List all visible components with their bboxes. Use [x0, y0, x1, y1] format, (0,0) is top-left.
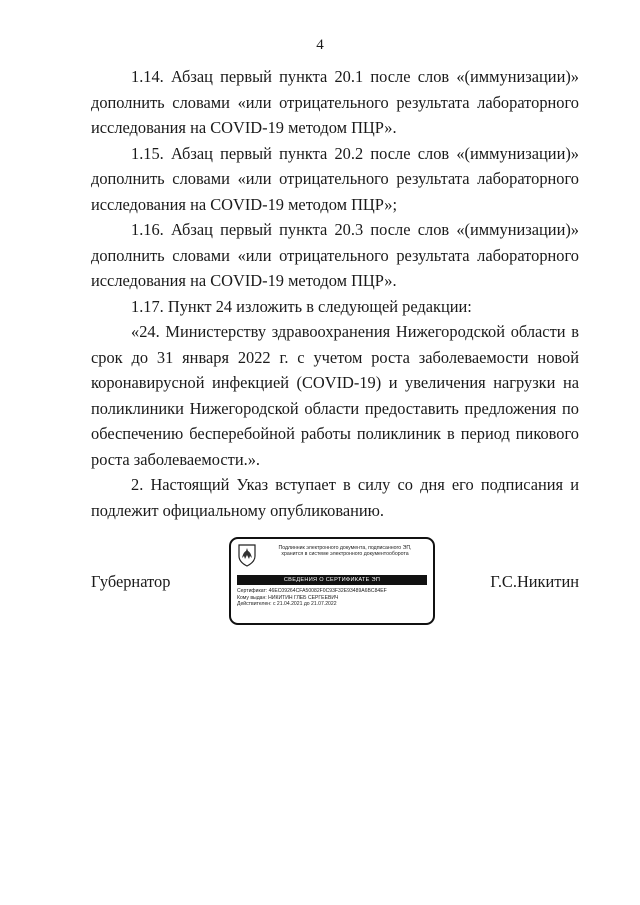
signatory-position: Губернатор — [91, 572, 171, 591]
paragraph-24-text: «24. Министерству здравоохранения Нижегородской области в срок до 31 января 2022 г. с учетом роста заболеваемости новой коронавирусной инфекцией (COVID-19) и увеличения нагрузки на поликлиники Нижегородской области предоставить предложения по обеспечению бесперебойной работы поликлиник в период пикового роста заболеваемости.». — [91, 322, 579, 469]
stamp-title: СВЕДЕНИЯ О СЕРТИФИКАТЕ ЭП — [237, 575, 427, 585]
stamp-header-line1: Подлинник электронного документа, подписанного ЭП, — [278, 545, 412, 551]
paragraph-1-14: 1.14. Абзац первый пункта 20.1 после слов «(иммунизации)» дополнить словами «или отрицательного результата лабораторного исследования на COVID-19 методом ПЦР». — [91, 67, 579, 137]
paragraph-1-16: 1.16. Абзац первый пункта 20.3 после слов «(иммунизации)» дополнить словами «или отрицательного результата лабораторного исследования на COVID-19 методом ПЦР». — [91, 220, 579, 290]
paragraph-2: 2. Настоящий Указ вступает в силу со дня его подписания и подлежит официальному опубликованию. — [91, 475, 579, 520]
coat-of-arms-icon — [237, 543, 257, 567]
paragraph-1-15: 1.15. Абзац первый пункта 20.2 после слов «(иммунизации)» дополнить словами «или отрицательного результата лабораторного исследования на COVID-19 методом ПЦР»; — [91, 143, 579, 214]
electronic-signature-stamp — [229, 537, 435, 625]
stamp-header-line2: хранится в системе электронного документооборота — [281, 551, 409, 558]
stamp-header — [261, 545, 429, 558]
stamp-certificate: Сертификат: 46EC09264CFA50082F0C93F32E93489A6BC84EF — [237, 588, 387, 594]
paragraph-1-17: 1.17. Пункт 24 изложить в следующей редакции: — [131, 296, 472, 316]
document-body — [91, 64, 579, 523]
page-number: 4 — [316, 37, 324, 53]
stamp-issued-to: Кому выдан: НИКИТИН ГЛЕБ СЕРГЕЕВИЧ — [237, 594, 339, 601]
signatory-name: Г.С.Никитин — [490, 572, 579, 591]
stamp-info — [237, 588, 429, 608]
stamp-valid: Действителен: с 21.04.2021 до 21.07.2022 — [237, 601, 337, 608]
